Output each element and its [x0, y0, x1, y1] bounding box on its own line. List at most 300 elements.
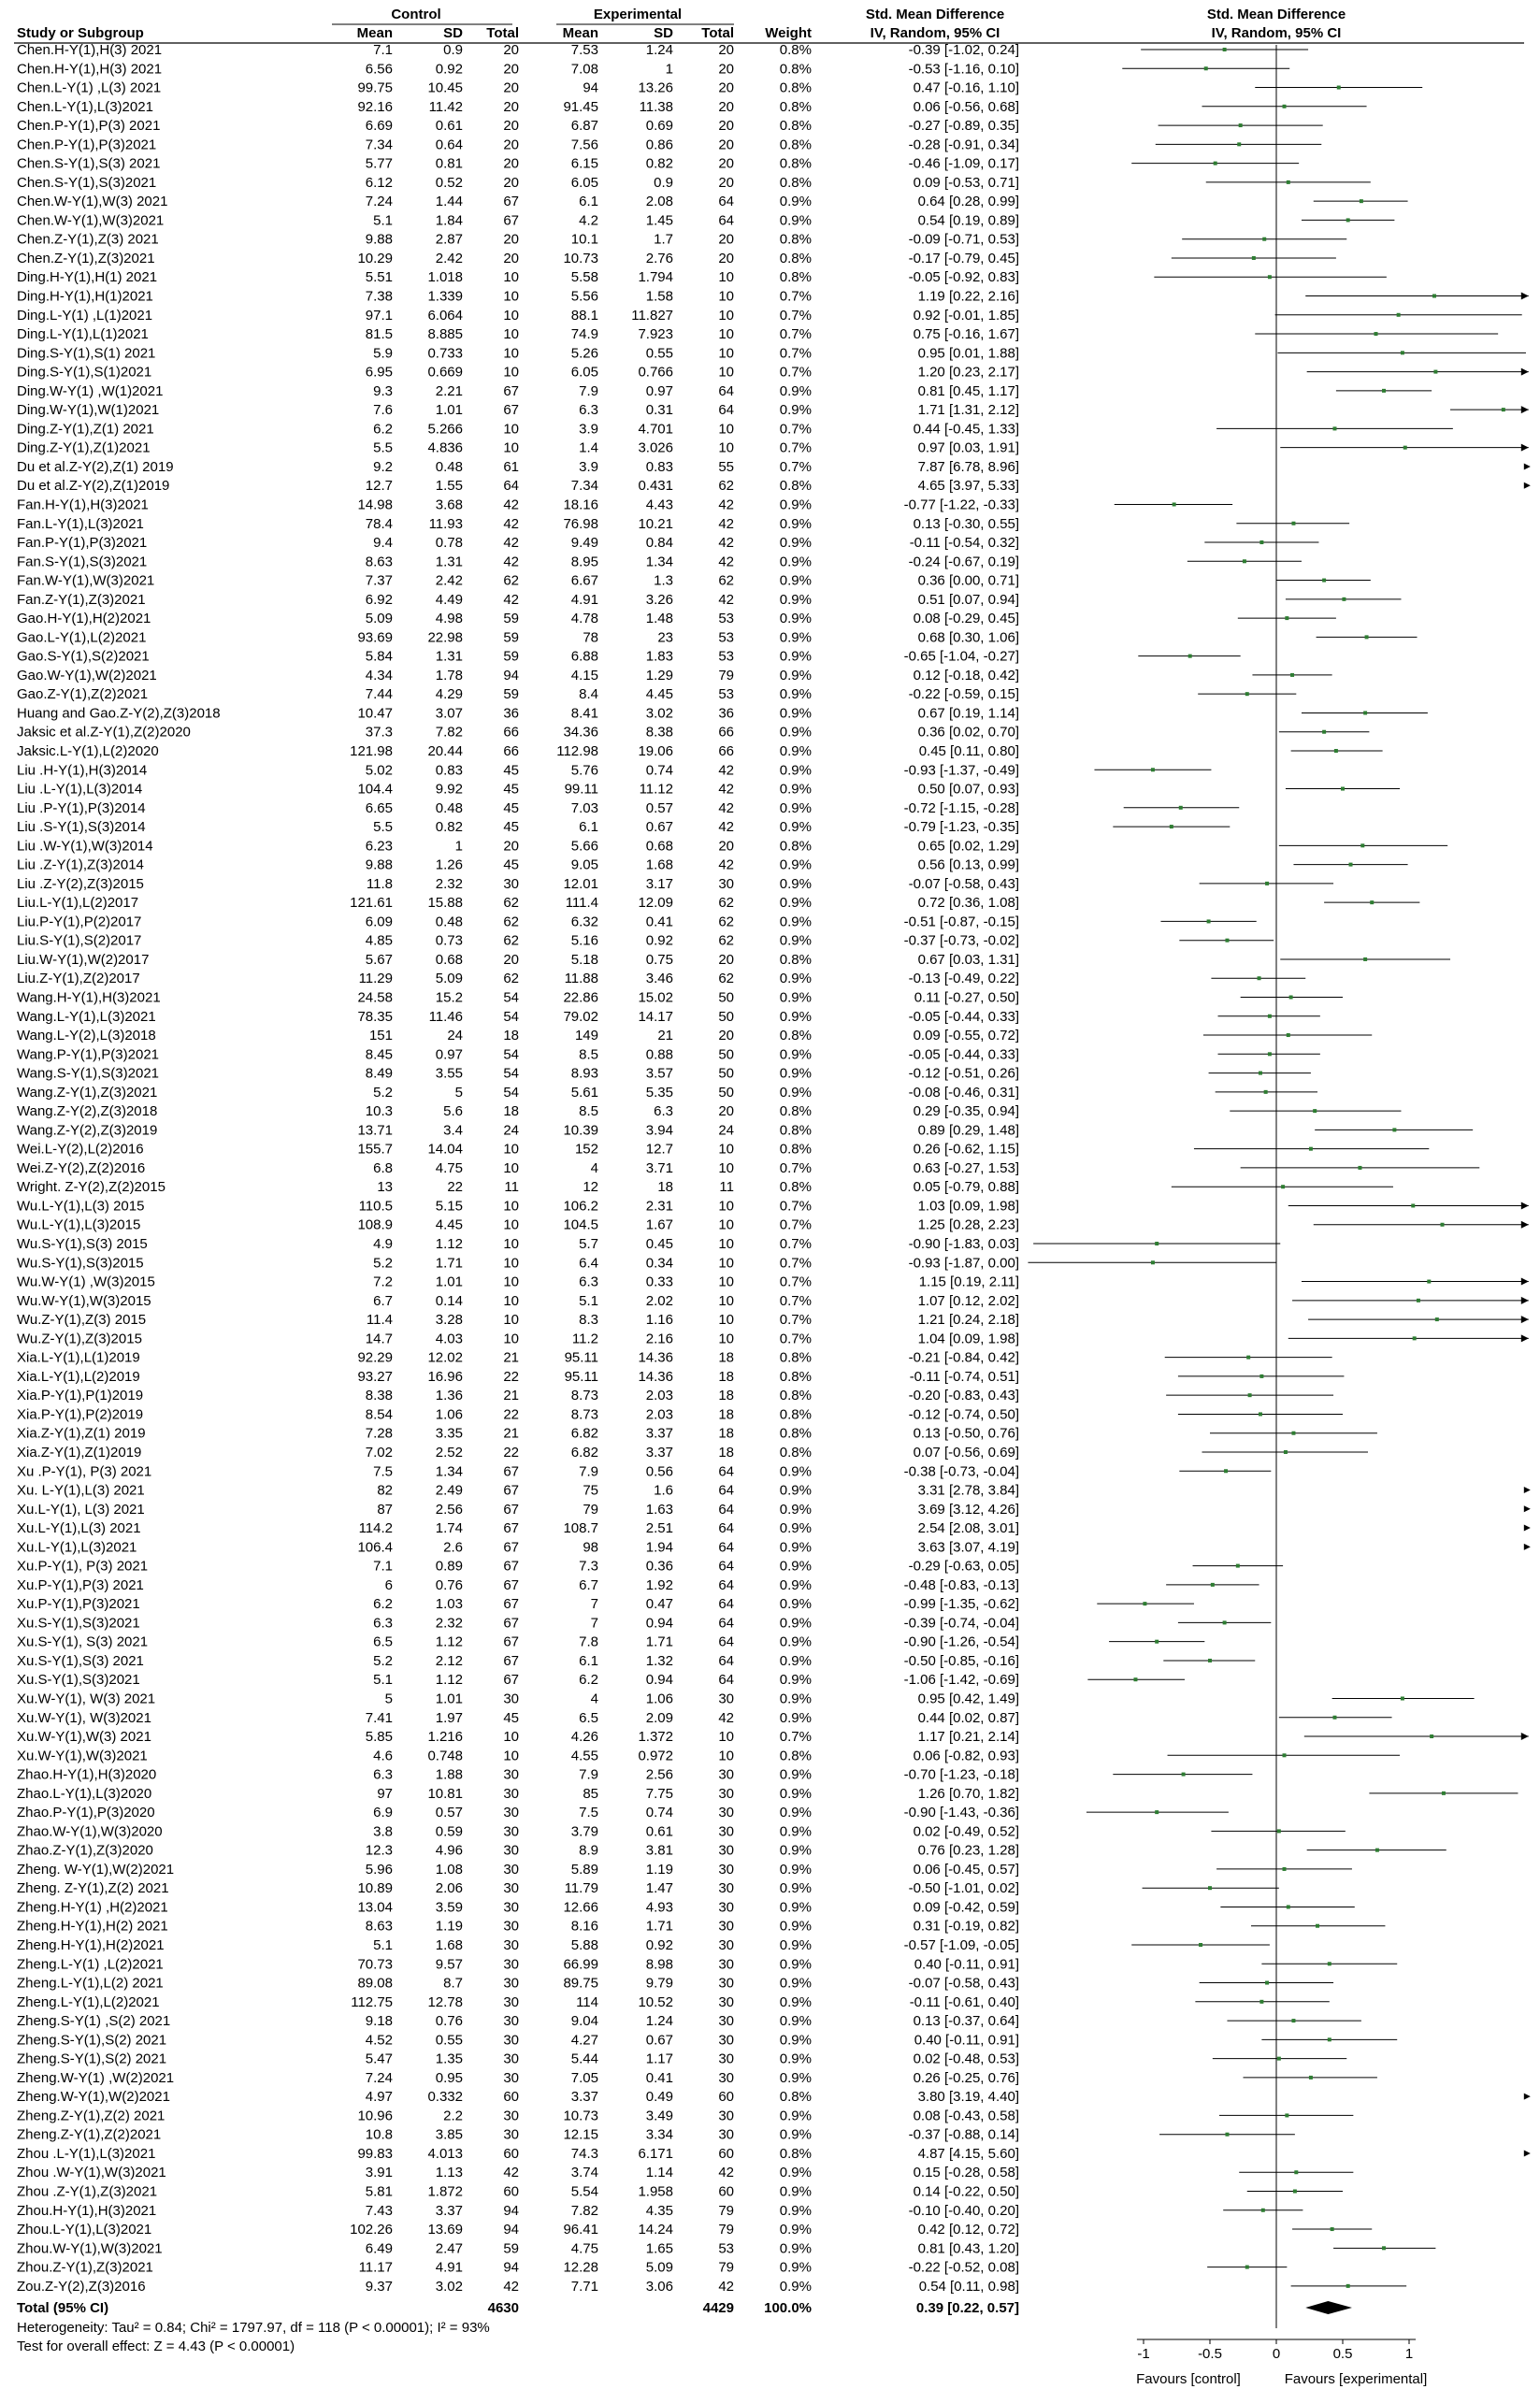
- study-mark: [1131, 1943, 1270, 1947]
- control-sd: 0.669: [427, 364, 463, 381]
- control-total: 22: [503, 1406, 519, 1423]
- control-sd-header: SD: [443, 25, 463, 41]
- study-name: Wang.H-Y(1),H(3)2021: [17, 989, 161, 1006]
- study-ci: -0.24 [-0.67, 0.19]: [908, 554, 1019, 570]
- control-total: 30: [503, 1691, 519, 1707]
- study-row: [17, 2108, 1019, 2123]
- study-row: [17, 478, 1019, 494]
- experimental-total: 42: [718, 2278, 734, 2295]
- study-ci: 0.54 [0.11, 0.98]: [918, 2278, 1019, 2295]
- study-ci: 4.65 [3.97, 5.33]: [917, 478, 1019, 495]
- control-sd: 2.56: [435, 1501, 463, 1518]
- control-total: 42: [503, 2165, 519, 2181]
- study-row: [17, 402, 1019, 418]
- control-total: 10: [503, 307, 519, 324]
- study-weight: 0.9%: [779, 1463, 812, 1480]
- control-mean: 5.2: [373, 1084, 393, 1101]
- control-sd: 1.35: [435, 2051, 463, 2067]
- control-sd: 1.19: [435, 1918, 463, 1935]
- study-ci: 0.65 [0.02, 1.29]: [917, 838, 1019, 855]
- study-weight: 0.9%: [779, 1937, 812, 1953]
- point-estimate: [1375, 1849, 1379, 1852]
- point-estimate: [1182, 1773, 1186, 1777]
- control-total: 20: [503, 42, 519, 58]
- study-name: Fan.W-Y(1),W(3)2021: [17, 572, 155, 589]
- weight-header: Weight: [765, 25, 812, 41]
- study-row: [17, 156, 1019, 172]
- study-row: [17, 1142, 1019, 1158]
- study-name: Xu. L-Y(1),L(3) 2021: [17, 1482, 145, 1499]
- point-estimate: [1363, 957, 1367, 961]
- experimental-total: 30: [718, 1918, 734, 1935]
- experimental-group-header: Experimental: [593, 7, 683, 22]
- point-estimate: [1243, 559, 1246, 563]
- point-estimate: [1170, 825, 1173, 828]
- study-mark: [1172, 256, 1336, 260]
- study-mark: [1286, 597, 1402, 601]
- study-weight: 0.7%: [779, 1198, 812, 1215]
- study-name: Liu .H-Y(1),H(3)2014: [17, 762, 148, 779]
- study-mark: [1156, 142, 1322, 146]
- control-mean: 10.47: [357, 705, 393, 722]
- study-mark: [1097, 1602, 1194, 1605]
- study-mark: [1194, 1147, 1429, 1151]
- point-estimate: [1199, 1943, 1202, 1947]
- study-ci: 0.97 [0.03, 1.91]: [917, 439, 1019, 456]
- control-total: 18: [503, 1028, 519, 1044]
- control-total: 10: [503, 439, 519, 456]
- experimental-mean: 6.4: [579, 1255, 598, 1272]
- experimental-total: 64: [718, 1520, 734, 1537]
- study-mark: [1216, 426, 1453, 430]
- experimental-mean: 4.27: [570, 2032, 598, 2049]
- experimental-total: 64: [718, 1672, 734, 1689]
- control-total: 10: [503, 345, 519, 362]
- study-row: [17, 1956, 1019, 1972]
- experimental-sd: 1.3: [654, 572, 673, 589]
- experimental-mean: 5.26: [570, 345, 598, 362]
- control-total: 20: [503, 838, 519, 855]
- experimental-sd: 1.958: [638, 2183, 673, 2200]
- study-mark: [1279, 1716, 1392, 1720]
- study-row: [17, 1483, 1019, 1499]
- experimental-total: 79: [718, 2259, 734, 2276]
- study-weight: 0.7%: [779, 1274, 812, 1290]
- study-name: Wu.Z-Y(1),Z(3)2015: [17, 1331, 142, 1347]
- experimental-sd: 0.84: [645, 535, 673, 552]
- study-name: Liu .L-Y(1),L(3)2014: [17, 781, 143, 798]
- study-row: [17, 1862, 1019, 1878]
- study-mark: [1307, 368, 1529, 376]
- control-total: 10: [503, 1159, 519, 1176]
- study-row: [17, 573, 1019, 589]
- control-sd: 3.07: [435, 705, 463, 722]
- study-name: Wei.L-Y(2),L(2)2016: [17, 1141, 144, 1158]
- study-mark: [1033, 1242, 1280, 1245]
- study-ci: 0.05 [-0.79, 0.88]: [913, 1179, 1019, 1196]
- study-row: [17, 1899, 1019, 1915]
- study-name: Zhou.Z-Y(1),Z(3)2021: [17, 2259, 153, 2276]
- study-weight: 0.9%: [779, 382, 812, 399]
- control-total: 67: [503, 1633, 519, 1650]
- study-mark: [1280, 957, 1450, 961]
- control-total: 10: [503, 421, 519, 438]
- experimental-total: 64: [718, 1596, 734, 1613]
- study-row: [17, 2051, 1019, 2067]
- experimental-sd: 1.67: [645, 1216, 673, 1233]
- study-weight: 0.9%: [779, 1993, 812, 2010]
- experimental-mean: 7.82: [570, 2202, 598, 2219]
- study-ci: -0.99 [-1.35, -0.62]: [903, 1596, 1019, 1613]
- experimental-sd: 0.766: [638, 364, 673, 381]
- experimental-sd: 1.83: [645, 648, 673, 665]
- experimental-total: 66: [718, 742, 734, 759]
- experimental-mean: 7.05: [570, 2069, 598, 2086]
- point-estimate: [1248, 1393, 1252, 1397]
- experimental-total: 50: [718, 1065, 734, 1082]
- point-estimate: [1283, 1867, 1287, 1871]
- study-row: [17, 649, 1019, 665]
- study-mark: [1302, 218, 1394, 222]
- experimental-total: 20: [718, 118, 734, 135]
- study-name: Zheng.H-Y(1),H(2)2021: [17, 1937, 165, 1953]
- study-mark: [1276, 579, 1371, 583]
- point-estimate: [1287, 1905, 1290, 1908]
- experimental-sd: 0.97: [645, 382, 673, 399]
- control-mean: 7.44: [365, 686, 393, 703]
- study-ci: 0.50 [0.07, 0.93]: [917, 781, 1019, 798]
- point-estimate: [1313, 1109, 1317, 1113]
- experimental-mean: 94: [583, 79, 598, 96]
- experimental-mean: 3.37: [570, 2089, 598, 2106]
- experimental-sd: 1.06: [645, 1691, 673, 1707]
- study-name: Zheng. W-Y(1),W(2)2021: [17, 1861, 175, 1878]
- point-estimate: [1309, 1147, 1313, 1151]
- experimental-total-header: Total: [701, 25, 734, 41]
- control-mean: 5: [384, 1691, 393, 1707]
- experimental-mean: 91.45: [563, 98, 598, 115]
- study-name: Ding.S-Y(1),S(1)2021: [17, 364, 152, 381]
- control-mean: 5.1: [373, 212, 393, 229]
- control-sd: 1.74: [435, 1520, 463, 1537]
- study-name: Ding.Z-Y(1),Z(1)2021: [17, 439, 151, 456]
- point-estimate: [1294, 2170, 1298, 2174]
- study-weight: 0.9%: [779, 611, 812, 627]
- study-name: Zheng.W-Y(1) ,W(2)2021: [17, 2069, 175, 2086]
- study-weight: 0.8%: [779, 1406, 812, 1423]
- study-mark: [1200, 882, 1333, 885]
- study-mark: [1291, 749, 1383, 753]
- control-total: 30: [503, 1993, 519, 2010]
- experimental-mean: 34.36: [563, 724, 598, 741]
- study-mark: [1182, 237, 1346, 241]
- control-mean: 9.18: [365, 2013, 393, 2030]
- experimental-sd: 4.45: [645, 686, 673, 703]
- study-row: [17, 2240, 1019, 2256]
- point-estimate: [1225, 939, 1229, 943]
- study-mark: [1251, 1924, 1385, 1928]
- experimental-sd: 14.36: [638, 1349, 673, 1366]
- control-sd: 1.08: [435, 1861, 463, 1878]
- study-row: [17, 1046, 1019, 1062]
- control-total: 42: [503, 535, 519, 552]
- study-ci: 1.17 [0.21, 2.14]: [917, 1729, 1019, 1746]
- experimental-total: 42: [718, 497, 734, 513]
- experimental-mean: 152: [574, 1141, 598, 1158]
- study-name: Xu.P-Y(1), P(3) 2021: [17, 1558, 149, 1575]
- experimental-sd: 1: [665, 61, 673, 78]
- study-weight: 0.9%: [779, 1805, 812, 1821]
- control-sd: 22.98: [427, 629, 463, 646]
- point-estimate: [1360, 199, 1363, 203]
- experimental-mean: 8.73: [570, 1406, 598, 1423]
- study-weight: 0.9%: [779, 1046, 812, 1063]
- study-ci: 1.04 [0.09, 1.98]: [917, 1331, 1019, 1347]
- control-mean: 7.6: [373, 402, 393, 419]
- control-mean: 6.5: [373, 1633, 393, 1650]
- study-weight: 0.9%: [779, 667, 812, 684]
- study-name: Xu.L-Y(1),L(3)2021: [17, 1539, 137, 1556]
- study-ci: -0.51 [-0.87, -0.15]: [903, 914, 1019, 930]
- control-total: 30: [503, 1899, 519, 1916]
- study-ci: 1.07 [0.12, 2.02]: [917, 1292, 1019, 1309]
- experimental-mean: 9.05: [570, 856, 598, 873]
- control-sd: 1.44: [435, 194, 463, 210]
- point-estimate: [1225, 2133, 1229, 2137]
- total-ci: 0.39 [0.22, 0.57]: [915, 2300, 1019, 2316]
- study-row: [17, 2165, 1019, 2180]
- study-row: [17, 782, 1019, 798]
- point-estimate: [1285, 616, 1288, 620]
- pooled-diamond: [1305, 2301, 1352, 2314]
- study-ci: -0.90 [-1.43, -0.36]: [903, 1805, 1019, 1821]
- point-estimate: [1133, 1677, 1137, 1681]
- study-row: [17, 1217, 1019, 1233]
- experimental-total: 10: [718, 1216, 734, 1233]
- point-estimate: [1287, 1033, 1290, 1037]
- study-name: Gao.W-Y(1),W(2)2021: [17, 667, 157, 684]
- control-total: 67: [503, 1539, 519, 1556]
- study-name: Zou.Z-Y(2),Z(3)2016: [17, 2278, 146, 2295]
- experimental-mean: 5.56: [570, 288, 598, 305]
- control-sd: 1.216: [427, 1729, 463, 1746]
- study-ci: 0.02 [-0.48, 0.53]: [913, 2051, 1019, 2067]
- right-arrow: [1521, 1297, 1529, 1304]
- experimental-total: 30: [718, 1880, 734, 1897]
- study-weight: 0.9%: [779, 914, 812, 930]
- control-mean: 7.38: [365, 288, 393, 305]
- study-weight: 0.8%: [779, 1425, 812, 1442]
- study-mark: [1227, 2019, 1360, 2022]
- experimental-total: 30: [718, 2108, 734, 2124]
- study-weight: 0.9%: [779, 1065, 812, 1082]
- study-mark: [1317, 635, 1418, 639]
- experimental-mean: 7.08: [570, 61, 598, 78]
- study-weight: 0.9%: [779, 2222, 812, 2238]
- experimental-sd: 10.21: [638, 515, 673, 532]
- experimental-mean: 7.9: [579, 382, 598, 399]
- control-sd: 2.6: [443, 1539, 463, 1556]
- experimental-mean: 7: [590, 1596, 598, 1613]
- study-row: [17, 1539, 1019, 1555]
- control-sd: 5.09: [435, 971, 463, 987]
- study-name: Wang.L-Y(2),L(3)2018: [17, 1028, 156, 1044]
- study-row: [17, 1653, 1019, 1669]
- control-mean: 93.27: [357, 1368, 393, 1385]
- control-sd: 24: [447, 1028, 463, 1044]
- control-sd: 9.57: [435, 1956, 463, 1973]
- study-mark: [1302, 711, 1428, 714]
- experimental-sd: 1.19: [645, 1861, 673, 1878]
- study-weight: 0.7%: [779, 326, 812, 343]
- study-ci: 0.76 [0.23, 1.28]: [917, 1842, 1019, 1859]
- control-total: 10: [503, 1274, 519, 1290]
- control-total: 67: [503, 1596, 519, 1613]
- study-mark: [1166, 1583, 1259, 1587]
- experimental-sd: 12.09: [638, 895, 673, 912]
- control-mean: 5.5: [373, 819, 393, 836]
- control-sd: 2.52: [435, 1444, 463, 1461]
- control-sd: 2.47: [435, 2240, 463, 2257]
- control-sd: 2.32: [435, 875, 463, 892]
- study-name: Wu.S-Y(1),S(3) 2015: [17, 1236, 148, 1253]
- study-ci: -0.70 [-1.23, -0.18]: [903, 1766, 1019, 1783]
- study-mark: [1293, 863, 1407, 867]
- experimental-total: 20: [718, 98, 734, 115]
- control-mean: 5.5: [373, 439, 393, 456]
- control-mean: 24.58: [357, 989, 393, 1006]
- control-sd: 0.92: [435, 61, 463, 78]
- control-total-header: Total: [486, 25, 519, 41]
- experimental-total: 42: [718, 819, 734, 836]
- control-sd: 1.34: [435, 1463, 463, 1480]
- experimental-sd: 3.02: [645, 705, 673, 722]
- control-mean: 93.69: [357, 629, 393, 646]
- experimental-total: 30: [718, 875, 734, 892]
- study-row: [17, 1502, 1019, 1518]
- study-ci: 0.26 [-0.25, 0.76]: [913, 2069, 1019, 2086]
- study-row: [17, 2184, 1019, 2200]
- study-name: Chen.L-Y(1),L(3)2021: [17, 98, 153, 115]
- study-weight: 0.8%: [779, 1028, 812, 1044]
- study-row: [17, 1615, 1019, 1631]
- experimental-sd: 0.45: [645, 1236, 673, 1253]
- control-sd: 11.46: [428, 1008, 463, 1025]
- control-total: 67: [503, 1652, 519, 1669]
- study-weight: 0.9%: [779, 1956, 812, 1973]
- control-mean: 151: [368, 1028, 393, 1044]
- study-name: Wang.Z-Y(2),Z(3)2019: [17, 1122, 158, 1139]
- control-total: 10: [503, 1729, 519, 1746]
- study-mark: [1203, 1033, 1372, 1037]
- study-ci: 3.69 [3.12, 4.26]: [917, 1501, 1019, 1518]
- study-weight: 0.9%: [779, 1709, 812, 1726]
- smd-group-header: Std. Mean Difference: [865, 7, 1005, 22]
- study-name: Zheng.L-Y(1),L(2) 2021: [17, 1975, 164, 1992]
- control-mean: 5.96: [365, 1861, 393, 1878]
- experimental-total: 10: [718, 1312, 734, 1329]
- point-estimate: [1430, 1734, 1433, 1738]
- study-ci: -0.05 [-0.92, 0.83]: [908, 269, 1019, 286]
- control-mean: 106.4: [357, 1539, 393, 1556]
- study-ci: 1.15 [0.19, 2.11]: [918, 1274, 1019, 1290]
- experimental-sd: 6.171: [638, 2145, 673, 2162]
- study-mark: [1138, 655, 1240, 658]
- control-sd: 1.13: [435, 2165, 463, 2181]
- study-mark: [1122, 66, 1289, 70]
- control-total: 94: [503, 2202, 519, 2219]
- control-sd: 3.68: [435, 497, 463, 513]
- control-mean: 5.9: [373, 345, 393, 362]
- control-mean: 7.5: [373, 1463, 393, 1480]
- control-mean: 3.91: [365, 2165, 393, 2181]
- point-estimate: [1224, 1469, 1228, 1473]
- experimental-mean: 5.16: [570, 932, 598, 949]
- study-weight: 0.9%: [779, 799, 812, 816]
- control-total: 60: [503, 2183, 519, 2200]
- study-weight: 0.9%: [779, 1918, 812, 1935]
- control-sd: 1.872: [427, 2183, 463, 2200]
- study-ci: -0.39 [-1.02, 0.24]: [908, 42, 1019, 58]
- point-estimate: [1417, 1299, 1420, 1302]
- experimental-total: 30: [718, 1899, 734, 1916]
- control-total: 67: [503, 1520, 519, 1537]
- experimental-sd: 11.827: [631, 307, 673, 324]
- experimental-sd: 0.56: [645, 1463, 673, 1480]
- study-mark: [1524, 1544, 1531, 1550]
- control-total: 45: [503, 1709, 519, 1726]
- control-total: 30: [503, 2069, 519, 2086]
- study-mark: [1314, 1221, 1529, 1229]
- study-row: [17, 857, 1019, 873]
- experimental-mean: 74.9: [570, 326, 598, 343]
- control-sd: 2.32: [435, 1615, 463, 1632]
- experimental-sd-header: SD: [654, 25, 673, 41]
- experimental-total: 30: [718, 1823, 734, 1840]
- experimental-sd: 4.43: [645, 497, 673, 513]
- control-mean: 6.8: [373, 1159, 393, 1176]
- control-mean: 110.5: [358, 1198, 393, 1215]
- experimental-mean: 9.04: [570, 2013, 598, 2030]
- study-name: Liu.S-Y(1),S(2)2017: [17, 932, 142, 949]
- study-mark: [1028, 1260, 1276, 1264]
- study-name: Huang and Gao.Z-Y(2),Z(3)2018: [17, 705, 221, 722]
- study-mark: [1336, 389, 1432, 393]
- experimental-mean: 78: [583, 629, 598, 646]
- control-total: 60: [503, 2089, 519, 2106]
- control-mean: 7.34: [365, 137, 393, 153]
- study-mark: [1314, 199, 1408, 203]
- control-sd: 0.73: [435, 932, 463, 949]
- experimental-total: 30: [718, 1956, 734, 1973]
- study-ci: 0.13 [-0.37, 0.64]: [913, 2013, 1019, 2030]
- right-arrow: [1521, 1221, 1529, 1229]
- study-ci: -0.12 [-0.74, 0.50]: [908, 1406, 1019, 1423]
- study-name: Wang.Z-Y(1),Z(3)2021: [17, 1084, 158, 1101]
- experimental-mean: 6.5: [579, 1709, 598, 1726]
- point-estimate: [1397, 313, 1401, 317]
- experimental-total: 64: [718, 1501, 734, 1518]
- study-weight: 0.9%: [779, 781, 812, 798]
- experimental-sd: 0.94: [645, 1672, 673, 1689]
- experimental-mean: 96.41: [563, 2222, 598, 2238]
- experimental-sd: 1.71: [645, 1633, 673, 1650]
- study-weight: 0.8%: [779, 1444, 812, 1461]
- study-mark: [1204, 540, 1318, 544]
- study-ci: -0.17 [-0.79, 0.45]: [908, 250, 1019, 266]
- study-mark: [1333, 2246, 1435, 2250]
- study-name: Xu.W-Y(1), W(3) 2021: [17, 1691, 156, 1707]
